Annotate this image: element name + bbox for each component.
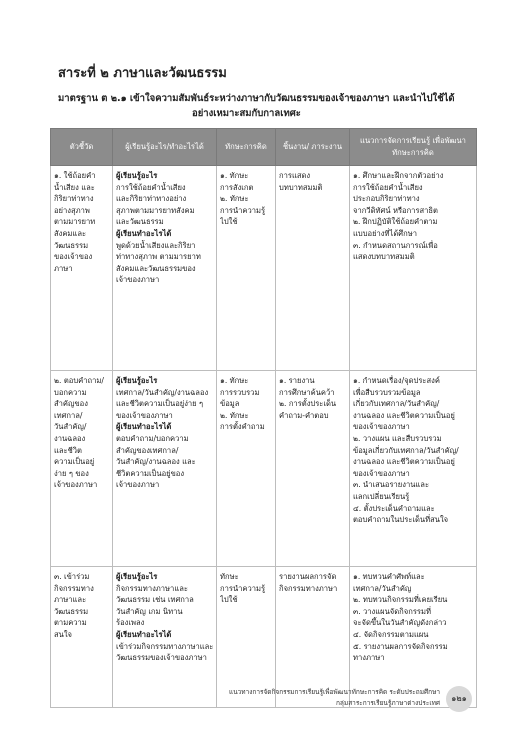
- standard-line-2: อย่างเหมาะสมกับกาลเทศะ: [192, 108, 301, 119]
- cell-line: กิจกรรมทางภาษาและ: [116, 583, 188, 593]
- table-cell-c1: [51, 371, 113, 567]
- cell-line: ๒. ตอบคำถาม/: [54, 376, 104, 385]
- cell-line: การใช้ถ้อยคำน้ำเสียง: [116, 182, 186, 192]
- cell-line: ข้อมูล: [220, 399, 240, 409]
- cell-line: และวัฒนธรรม: [116, 217, 164, 227]
- cell-line: รายงานผลการจัด: [279, 572, 337, 581]
- cell-line: แบบอย่างที่ได้ศึกษา: [353, 228, 417, 238]
- cell-line: ความเป็นอยู่: [54, 457, 95, 467]
- cell-line: อย่างสุภาพ: [54, 205, 90, 215]
- cell-line: ๑. ทบทวนคำศัพท์และ: [353, 572, 425, 581]
- table-cell-c2: [113, 567, 217, 708]
- cell-line: ๓. เข้าร่วม: [54, 572, 90, 581]
- cell-line: ๒. ทบทวนกิจกรรมที่เคยเรียน: [353, 595, 448, 605]
- cell-line: สำคัญของ: [54, 399, 88, 409]
- cell-line: เทศกาล/วันสำคัญ/งานฉลอง: [116, 387, 209, 397]
- cell-line: วันสำคัญ/: [54, 422, 87, 432]
- table-cell-c5: [350, 371, 477, 567]
- cell-line: ๒. ฝึกปฏิบัติใช้ถ้อยคำตาม: [353, 217, 438, 227]
- cell-line: วันสำคัญ/งานฉลอง และ: [116, 457, 196, 467]
- cell-line: การรวบรวม: [220, 387, 260, 397]
- cell-line: วัฒนธรรมของเจ้าของภาษา: [116, 653, 207, 663]
- cell-line: ๑. ใช้ถ้อยคำ: [54, 171, 96, 180]
- cell-line: น้ำเสียง และ: [54, 182, 95, 192]
- cell-line: ชีวิตความเป็นอยู่ของ: [116, 468, 185, 478]
- cell-line: คำถาม-คำตอบ: [279, 410, 329, 420]
- cell-line: สังคมและวัฒนธรรมของ: [116, 263, 196, 273]
- cell-line: ข้อมูลเกี่ยวกับเทศกาล/วันสำคัญ/: [353, 445, 459, 455]
- cell-line: จากวีดิทัศน์ หรือการสาธิต: [353, 205, 438, 215]
- cell-line: ไปใช้: [220, 217, 238, 227]
- table-cell-c5: [350, 166, 477, 371]
- cell-line: ๔. จัดกิจกรรมตามแผน: [353, 629, 429, 639]
- cell-line: ๕. รายงานผลการจัดกิจกรรม: [353, 641, 448, 651]
- cell-line: สำคัญของเทศกาล/: [116, 445, 179, 455]
- cell-line: บอกความ: [54, 387, 87, 397]
- cell-line: ๒. ทักษะ: [220, 194, 249, 204]
- cell-line: ง่าย ๆ ของ: [54, 468, 89, 478]
- cell-line: ๑. รายงาน: [279, 376, 315, 385]
- table-cell-c3: [217, 371, 276, 567]
- cell-line: การสังเกต: [220, 182, 254, 192]
- cell-line: สนใจ: [54, 629, 72, 639]
- cell-line: ท่าทางสุภาพ ตามมารยาท: [116, 252, 201, 262]
- table-cell-c3: [217, 166, 276, 371]
- cell-line: เจ้าของภาษา: [116, 480, 160, 490]
- cell-line: และกิริยาท่าทางอย่าง: [116, 194, 187, 204]
- cell-line: พูดด้วยน้ำเสียงและกิริยา: [116, 240, 196, 250]
- cell-line: การนำความรู้: [220, 583, 266, 593]
- cell-line: วัฒนธรรม: [54, 240, 89, 250]
- cell-line: ทางภาษา: [353, 653, 385, 663]
- cell-line: เพื่อสืบรวบรวมข้อมูล: [353, 387, 421, 397]
- cell-line: การศึกษาค้นคว้า: [279, 387, 335, 397]
- cell-line: ๑. ทักษะ: [220, 171, 249, 180]
- header-indicator: ตัวชี้วัด: [51, 129, 113, 166]
- footer-line-2: กลุ่มสาระการเรียนรู้ภาษาต่างประเทศ: [336, 699, 440, 707]
- cell-line: ๔. ตั้งประเด็นคำถามและ: [353, 503, 435, 513]
- cell-line: ๑. กำหนดเรื่อง/จุดประสงค์: [353, 376, 440, 385]
- cell-line: ๒. การตั้งประเด็น: [279, 399, 337, 409]
- cell-line: และชีวิต: [54, 445, 82, 455]
- cell-line: ไปใช้: [220, 595, 238, 605]
- cell-line: จะจัดขึ้นในวันสำคัญดังกล่าว: [353, 618, 447, 628]
- cell-line: การนำความรู้: [220, 205, 266, 215]
- cell-line: การตั้งคำถาม: [220, 422, 265, 432]
- cell-line: ตอบคำถามในประเด็นที่สนใจ: [353, 515, 449, 525]
- cell-line: สุภาพตามมารยาทสังคม: [116, 205, 195, 215]
- cell-line: เทศกาล/วันสำคัญ: [353, 583, 412, 593]
- cell-line: ทักษะ: [220, 572, 239, 581]
- table-cell-c4: [276, 371, 350, 567]
- cell-line: วัฒนธรรม: [54, 606, 89, 616]
- cell-line: ๓. กำหนดสถานการณ์เพื่อ: [353, 240, 438, 250]
- cell-line: ผู้เรียนทำอะไรได้: [116, 228, 172, 238]
- learning-table: [50, 128, 477, 708]
- cell-line: เจ้าของภาษา: [116, 275, 160, 285]
- cell-line: เกี่ยวกับเทศกาล/วันสำคัญ/: [353, 399, 440, 409]
- table-cell-c1: [51, 567, 113, 708]
- cell-line: ภาษาและ: [54, 595, 87, 605]
- cell-line: งานฉลอง และชีวิตความเป็นอยู่: [353, 410, 455, 420]
- cell-line: กิริยาท่าทาง: [54, 194, 94, 204]
- cell-line: ร้องเพลง: [116, 618, 145, 628]
- cell-line: การใช้ถ้อยคำน้ำเสียง: [353, 182, 423, 192]
- cell-line: และชีวิตความเป็นอยู่ง่าย ๆ: [116, 399, 204, 409]
- standard-line-1: มาตรฐาน ต ๒.๑ เข้าใจความสัมพันธ์ระหว่างภาษากับวัฒนธรรมของเจ้าของภาษา และนำไปใช้ได้: [58, 93, 455, 104]
- table-row: [51, 371, 477, 567]
- cell-line: สังคมและ: [54, 228, 87, 238]
- header-thinking-skill: ทักษะการคิด: [217, 129, 276, 166]
- cell-line: ของเจ้าของภาษา: [353, 468, 410, 478]
- cell-line: เทศกาล/: [54, 410, 83, 420]
- cell-line: ภาษา: [54, 263, 73, 273]
- footer: [229, 687, 440, 709]
- cell-line: ๓. นำเสนอรายงานและ: [353, 480, 430, 490]
- header-learn: ผู้เรียนรู้อะไร/ทำอะไรได้: [113, 129, 217, 166]
- cell-line: เข้าร่วมกิจกรรมทางภาษาและ: [116, 641, 213, 651]
- cell-line: ๒. ทักษะ: [220, 410, 249, 420]
- cell-line: ผู้เรียนทำอะไรได้: [116, 629, 172, 639]
- cell-line: ของเจ้าของภาษา: [116, 410, 173, 420]
- cell-line: ๑. ทักษะ: [220, 376, 249, 385]
- table-cell-c4: [276, 166, 350, 371]
- table-cell-c2: [113, 166, 217, 371]
- footer-line-1: แนวทางการจัดกิจกรรมการเรียนรู้เพื่อพัฒนาทักษะการคิด ระดับประถมศึกษา: [229, 688, 440, 696]
- cell-line: การแสดง: [279, 171, 311, 180]
- cell-line: แลกเปลี่ยนเรียนรู้: [353, 491, 410, 501]
- cell-line: วันสำคัญ เกม นิทาน: [116, 606, 183, 616]
- cell-line: วัฒนธรรม เช่น เทศกาล: [116, 595, 194, 605]
- cell-line: ๒. วางแผน และสืบรวบรวม: [353, 433, 442, 443]
- cell-line: แสดงบทบาทสมมติ: [353, 252, 415, 262]
- cell-line: ประกอบกิริยาท่าทาง: [353, 194, 420, 204]
- cell-line: ตามมารยาท: [54, 217, 96, 227]
- cell-line: งานฉลอง: [54, 433, 86, 443]
- cell-line: ผู้เรียนรู้อะไร: [116, 572, 158, 581]
- table-cell-c2: [113, 371, 217, 567]
- cell-line: ๑. ศึกษาและฝึกจากตัวอย่าง: [353, 171, 444, 180]
- cell-line: ผู้เรียนรู้อะไร: [116, 376, 158, 385]
- table-row: [51, 166, 477, 371]
- table-cell-c1: [51, 166, 113, 371]
- table-header-row: [51, 129, 477, 166]
- header-task: ชิ้นงาน/ ภาระงาน: [276, 129, 350, 166]
- page-number: ๑๒๑: [446, 686, 472, 712]
- cell-line: ของเจ้าของภาษา: [353, 422, 410, 432]
- cell-line: ผู้เรียนทำอะไรได้: [116, 422, 172, 432]
- cell-line: กิจกรรมทาง: [54, 583, 94, 593]
- cell-line: งานฉลอง และชีวิตความเป็นอยู่: [353, 457, 455, 467]
- cell-line: ตามความ: [54, 618, 87, 628]
- cell-line: ผู้เรียนรู้อะไร: [116, 171, 158, 180]
- cell-line: ๓. วางแผนจัดกิจกรรมที่: [353, 606, 431, 616]
- cell-line: ตอบคำถาม/บอกความ: [116, 433, 189, 443]
- header-approach: แนวการจัดการเรียนรู้ เพื่อพัฒนาทักษะการคิด: [350, 129, 477, 166]
- cell-line: ของเจ้าของ: [54, 252, 93, 262]
- cell-line: บทบาทสมมติ: [279, 182, 323, 192]
- cell-line: กิจกรรมทางภาษา: [279, 583, 338, 593]
- page-title: สาระที่ ๒ ภาษาและวัฒนธรรม: [58, 66, 227, 81]
- cell-line: เจ้าของภาษา: [54, 480, 98, 490]
